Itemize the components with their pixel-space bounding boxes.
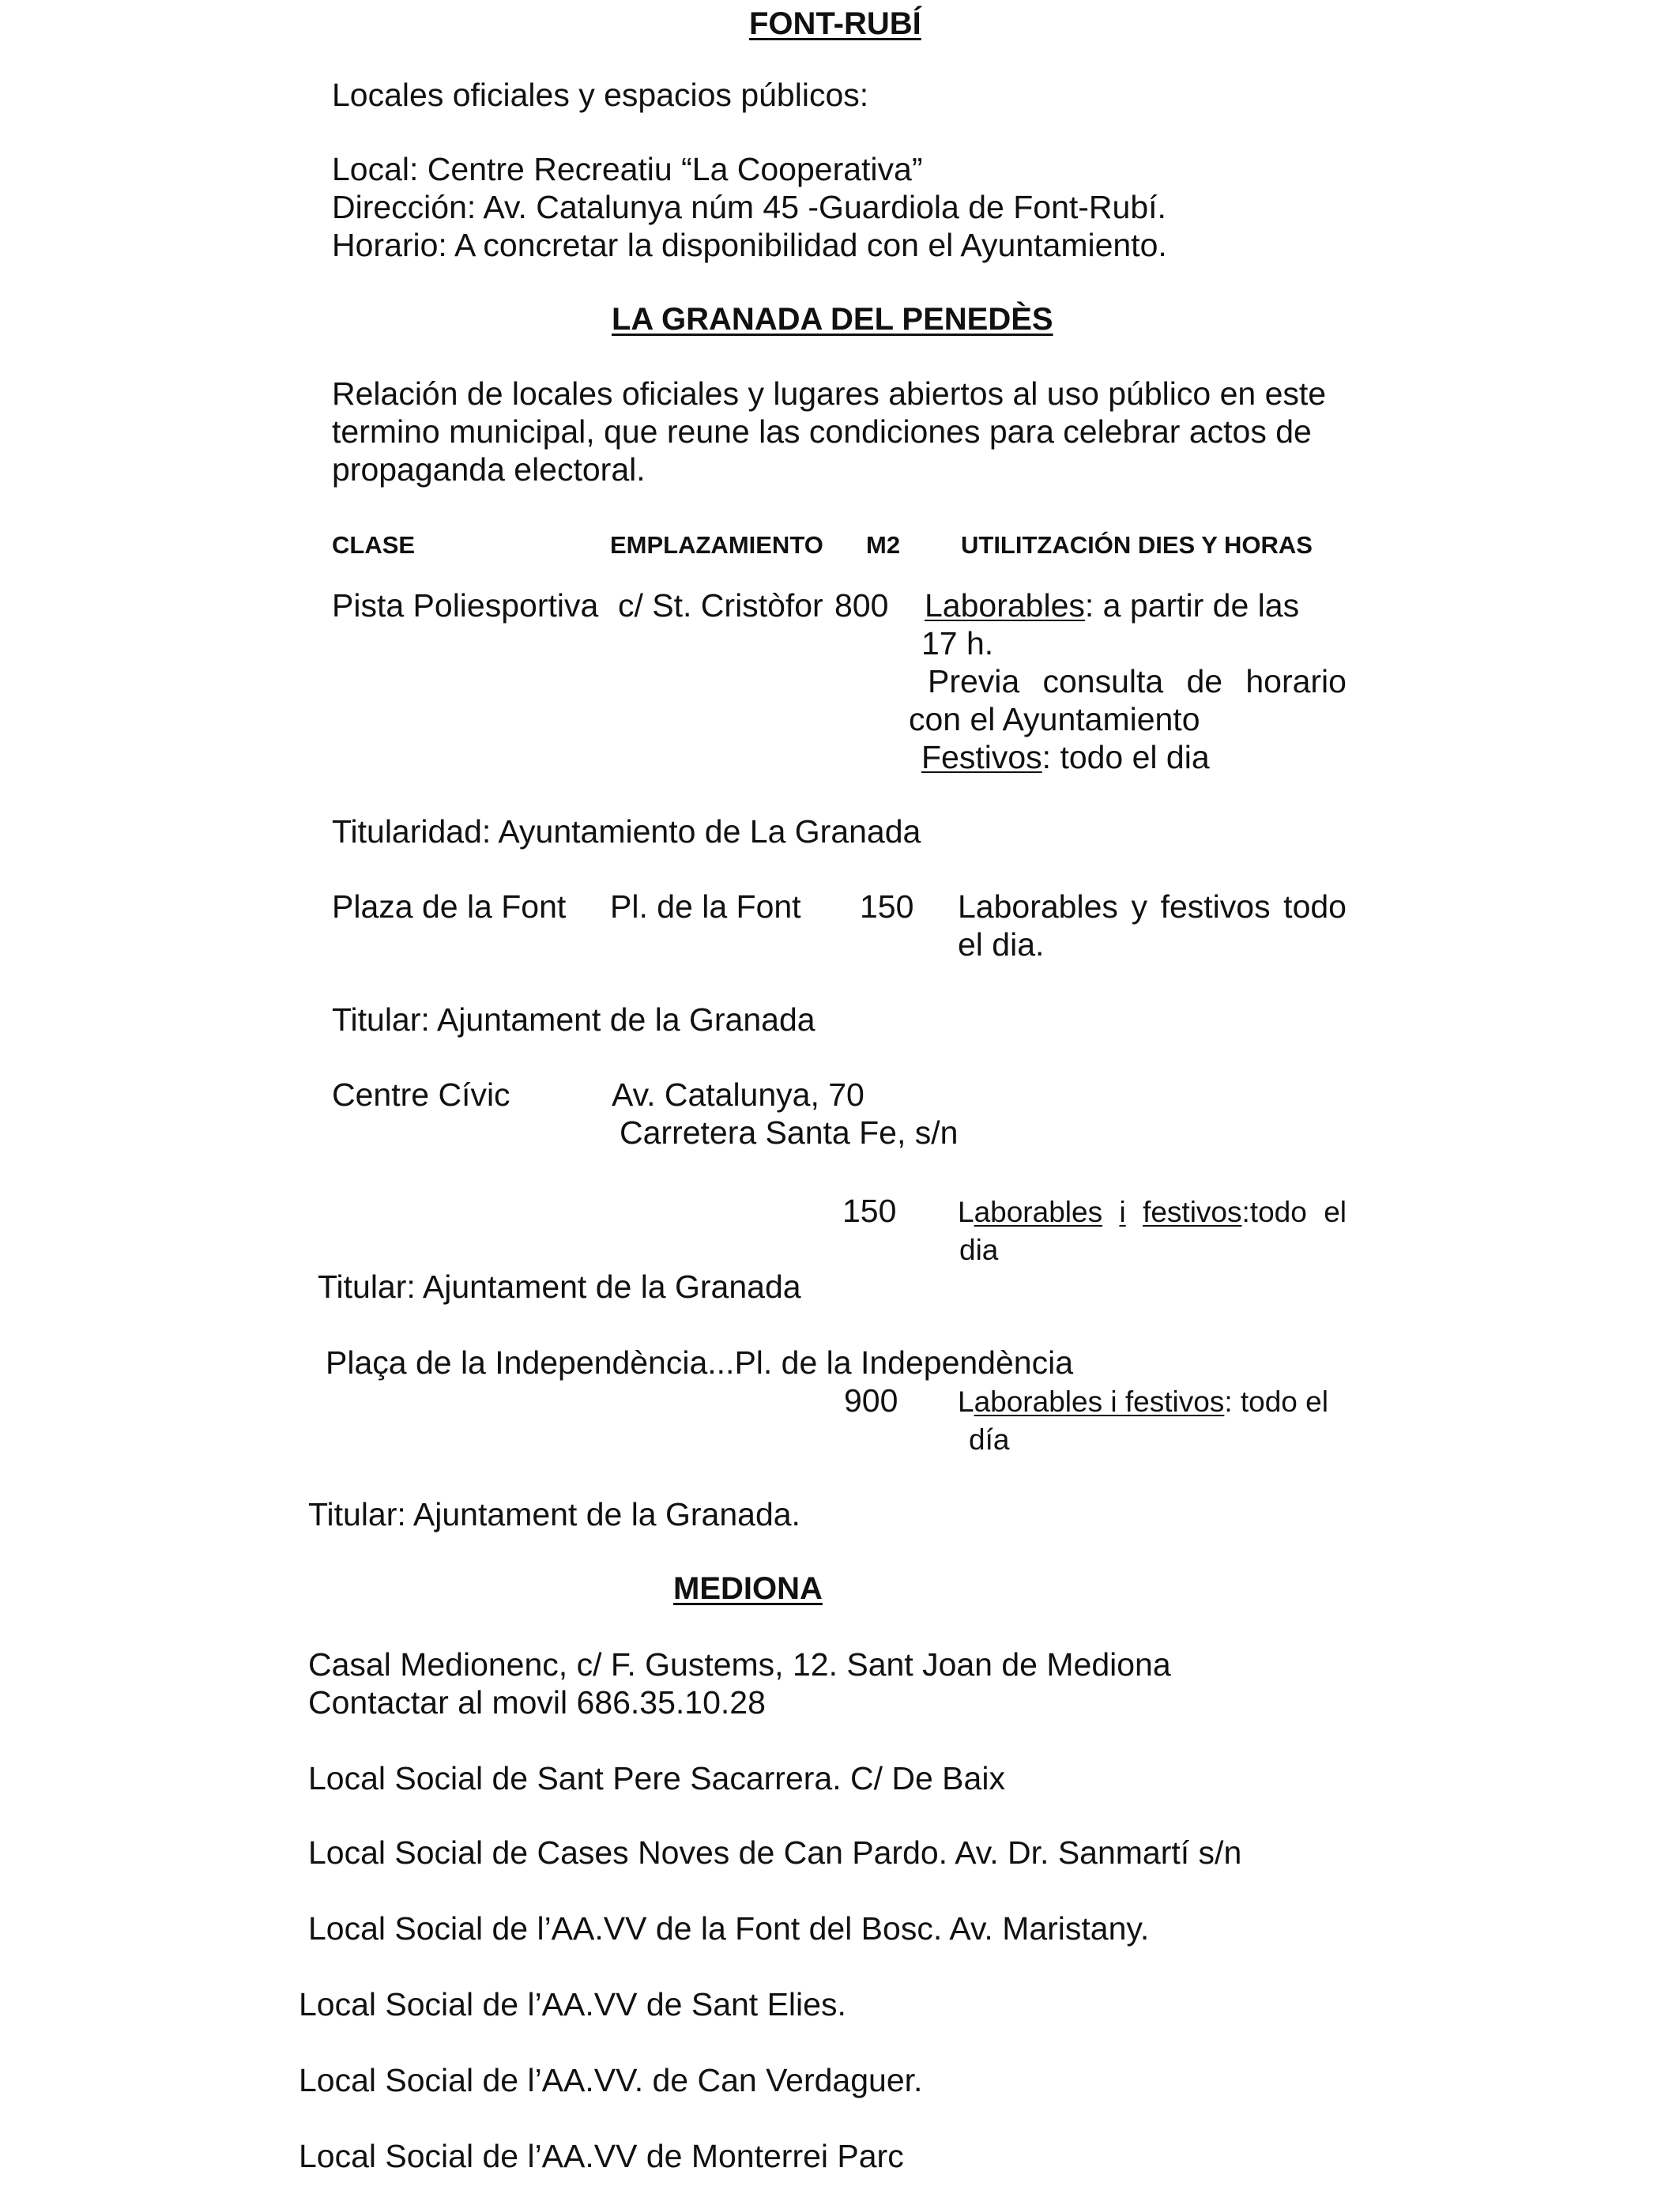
plaza-font-util-word: festivos: [1160, 888, 1271, 925]
centre-civic-util-word: festivos: [1143, 1196, 1242, 1228]
plaza-font-util-line-2: el dia.: [958, 926, 1045, 963]
pista-festivos-rest: : todo el dia: [1042, 739, 1210, 775]
centre-civic-util-first: L: [958, 1196, 974, 1228]
pista-laborables-label: Laborables: [925, 587, 1085, 624]
column-header-emplazamiento: EMPLAZAMIENTO: [610, 531, 823, 559]
placa-independencia-m2: 900: [844, 1382, 898, 1419]
la-granada-intro-line-3: propaganda electoral.: [332, 451, 646, 488]
pista-titularidad: Titularidad: Ayuntamiento de La Granada: [332, 813, 921, 850]
centre-civic-util-last: el: [1324, 1196, 1347, 1228]
la-granada-intro-line-1: Relación de locales oficiales y lugares abiertos al uso público en este: [332, 375, 1327, 412]
plaza-font-m2: 150: [860, 888, 914, 925]
column-header-clase: CLASE: [332, 531, 416, 559]
pista-hour: 17 h.: [921, 625, 994, 662]
la-granada-intro-line-2: termino municipal, que reune las condiciones para celebrar actos de: [332, 413, 1312, 450]
pista-festivos-label: Festivos: [921, 739, 1042, 775]
centre-civic-util-word: i: [1119, 1196, 1126, 1228]
centre-civic-emplazamiento-2: Carretera Santa Fe, s/n: [620, 1114, 959, 1151]
pista-clase: Pista Poliesportiva: [332, 587, 599, 624]
plaza-font-util-word: Laborables: [958, 888, 1118, 925]
mediona-local: Local Social de Cases Noves de Can Pardo. Av. Dr. Sanmartí s/n: [308, 1834, 1242, 1871]
heading-font-rubi: FONT-RUBÍ: [749, 6, 921, 41]
font-rubi-direccion: Dirección: Av. Catalunya núm 45 -Guardiola de Font-Rubí.: [332, 189, 1166, 225]
column-header-m2: M2: [866, 531, 901, 559]
placa-independencia-titular: Titular: Ajuntament de la Granada.: [308, 1496, 800, 1532]
pista-previa: [928, 662, 1347, 700]
mediona-contactar: Contactar al movil 686.35.10.28: [308, 1684, 766, 1721]
font-rubi-horario: Horario: A concretar la disponibilidad con el Ayuntamiento.: [332, 227, 1167, 263]
placa-independencia-line: Plaça de la Independència...Pl. de la Independència: [326, 1344, 1074, 1381]
plaza-font-emplazamiento: Pl. de la Font: [610, 888, 801, 925]
pista-laborables: [925, 586, 1299, 624]
mediona-local: Local Social de l’AA.VV de Sant Elies.: [299, 1986, 846, 2022]
placa-independencia-util-rest: : todo el: [1224, 1385, 1328, 1418]
centre-civic-util-line-2: dia: [959, 1234, 999, 1266]
pista-previa-word: Previa: [928, 663, 1020, 699]
mediona-local: Local Social de l’AA.VV de la Font del Bosc. Av. Maristany.: [308, 1910, 1150, 1947]
pista-m2: 800: [834, 587, 889, 624]
mediona-casal: Casal Medionenc, c/ F. Gustems, 12. Sant Joan de Mediona: [308, 1646, 1171, 1683]
font-rubi-intro: Locales oficiales y espacios públicos:: [332, 77, 869, 113]
mediona-local: Local Social de l’AA.VV de Monterrei Parc: [299, 2138, 904, 2174]
plaza-font-util-word: todo: [1283, 888, 1347, 925]
pista-con: con el Ayuntamiento: [909, 701, 1200, 737]
centre-civic-emplazamiento-1: Av. Catalunya, 70: [612, 1076, 864, 1113]
pista-previa-word: consulta: [1042, 663, 1164, 699]
placa-independencia-util: [958, 1383, 1328, 1421]
plaza-font-util: [958, 888, 1347, 925]
centre-civic-util: [958, 1193, 1347, 1231]
placa-independencia-util-first: L: [958, 1385, 974, 1418]
centre-civic-clase: Centre Cívic: [332, 1076, 510, 1113]
font-rubi-local: Local: Centre Recreatiu “La Cooperativa”: [332, 151, 923, 187]
pista-emplazamiento: c/ St. Cristòfor: [618, 587, 823, 624]
centre-civic-util-rest: :todo: [1241, 1196, 1307, 1228]
pista-laborables-rest: : a partir de las: [1084, 587, 1300, 624]
pista-festivos: [921, 738, 1210, 776]
placa-independencia-util-line-2: día: [969, 1423, 1010, 1456]
centre-civic-titular: Titular: Ajuntament de la Granada: [318, 1269, 801, 1305]
centre-civic-util-phrase: [1143, 1193, 1307, 1231]
column-header-utilitzacio: UTILITZACIÓN DIES Y HORAS: [961, 531, 1313, 559]
pista-previa-word: de: [1186, 663, 1223, 699]
plaza-font-clase: Plaza de la Font: [332, 888, 567, 925]
placa-independencia-util-under: aborables i festivos: [974, 1385, 1225, 1418]
mediona-local: Local Social de l’AA.VV. de Can Verdaguer.: [299, 2062, 923, 2098]
mediona-local: Local Social de Sant Pere Sacarrera. C/ De Baix: [308, 1760, 1005, 1796]
plaza-font-titular: Titular: Ajuntament de la Granada: [332, 1001, 816, 1038]
centre-civic-m2: 150: [842, 1193, 897, 1229]
centre-civic-util-word: aborables: [974, 1196, 1103, 1228]
centre-civic-util-phrase: [958, 1193, 1102, 1231]
heading-mediona: MEDIONA: [673, 1571, 823, 1606]
pista-previa-word: horario: [1245, 663, 1347, 699]
heading-la-granada: LA GRANADA DEL PENEDÈS: [612, 302, 1053, 337]
plaza-font-util-word: y: [1131, 888, 1147, 925]
